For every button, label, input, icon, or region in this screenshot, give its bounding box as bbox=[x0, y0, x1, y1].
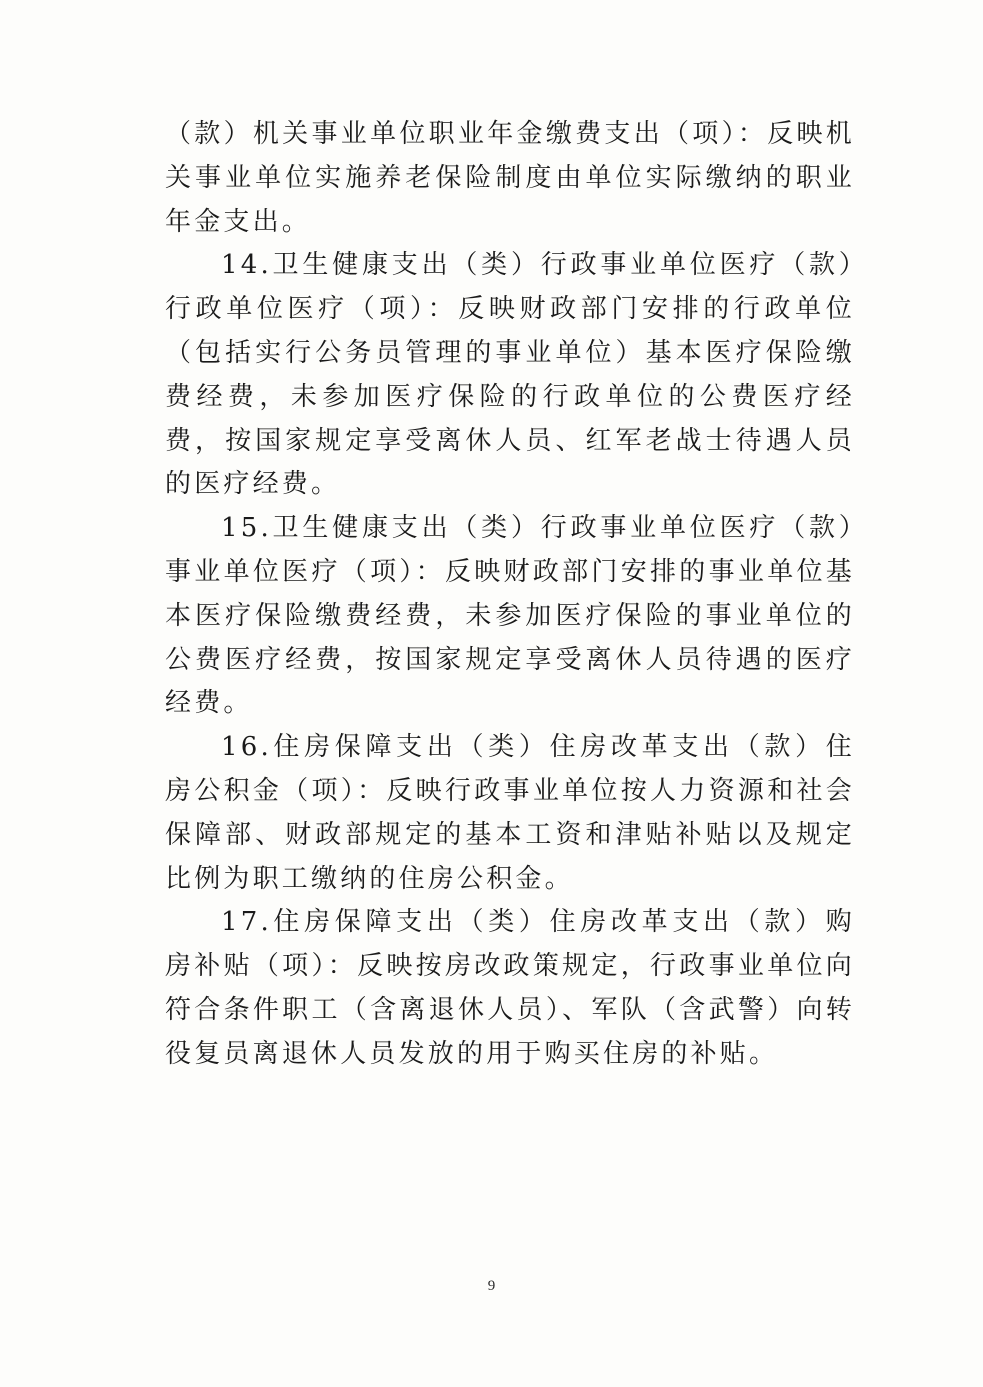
paragraph-continuation: （款）机关事业单位职业年金缴费支出（项）：反映机关事业单位实施养老保险制度由单位实际缴纳的职业年金支出。 bbox=[165, 119, 855, 237]
paragraph-item-16: 16.住房保障支出（类）住房改革支出（款）住房公积金（项）：反映行政事业单位按人力资源和社会保障部、财政部规定的基本工资和津贴补贴以及规定比例为职工缴纳的住房公积金。 bbox=[165, 732, 855, 894]
paragraph-item-14: 14.卫生健康支出（类）行政事业单位医疗（款）行政单位医疗（项）：反映财政部门安排的行政单位（包括实行公务员管理的事业单位）基本医疗保险缴费经费，未参加医疗保险的行政单位的公费医疗经费，按国家规定享受离休人员、红军老战士待遇人员的医疗经费。 bbox=[165, 250, 855, 500]
body-text bbox=[165, 113, 855, 1077]
page-number: 9 bbox=[487, 1278, 496, 1294]
paragraph-item-15: 15.卫生健康支出（类）行政事业单位医疗（款）事业单位医疗（项）：反映财政部门安排的事业单位基本医疗保险缴费经费，未参加医疗保险的事业单位的公费医疗经费，按国家规定享受离休人员待遇的医疗经费。 bbox=[165, 513, 855, 719]
paragraph-item-17: 17.住房保障支出（类）住房改革支出（款）购房补贴（项）：反映按房改政策规定，行政事业单位向符合条件职工（含离退休人员）、军队（含武警）向转役复员离退休人员发放的用于购买住房的补贴。 bbox=[165, 907, 855, 1069]
